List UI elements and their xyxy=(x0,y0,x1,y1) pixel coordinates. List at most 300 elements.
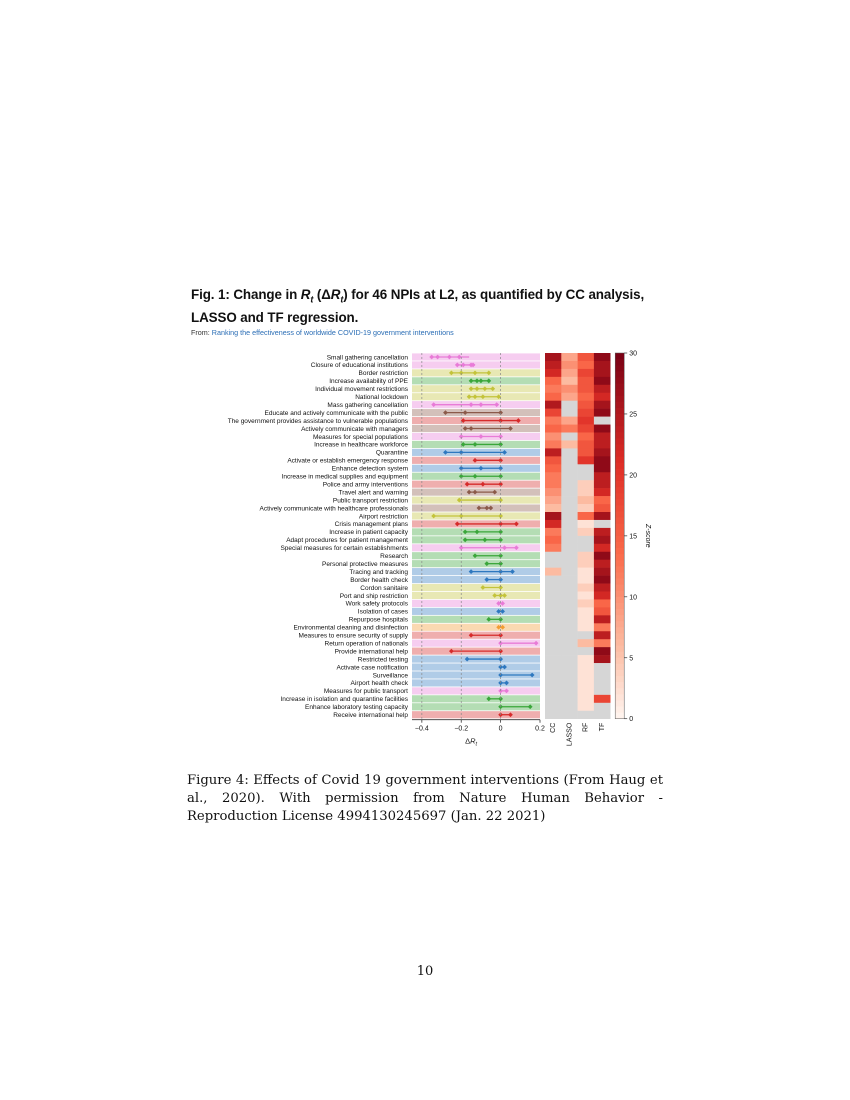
row-label: Actively communicate with healthcare professionals xyxy=(259,505,408,513)
row-label: Increase in patient capacity xyxy=(329,529,408,537)
heatmap-cell xyxy=(578,377,595,385)
heatmap-cell xyxy=(545,695,562,703)
row-label: Measures for special populations xyxy=(312,433,408,441)
colorbar-segment xyxy=(615,475,624,481)
row-label: Public transport restriction xyxy=(332,497,408,505)
heatmap-cell xyxy=(578,592,595,600)
page-number: 10 xyxy=(416,964,434,979)
heatmap-cell xyxy=(578,456,595,464)
row-label: Personal protective measures xyxy=(322,560,408,568)
heatmap-cell xyxy=(594,504,611,512)
row-label: Adapt procedures for patient management xyxy=(286,537,408,545)
colorbar-segment xyxy=(615,670,624,676)
heatmap-cell xyxy=(561,417,578,425)
heatmap-cell xyxy=(578,361,595,369)
heatmap-cell xyxy=(594,369,611,377)
heatmap-cell xyxy=(578,480,595,488)
colorbar-segment xyxy=(615,499,624,505)
heatmap-cell xyxy=(545,512,562,520)
heatmap-cell xyxy=(578,679,595,687)
heatmap-cell xyxy=(594,456,611,464)
colorbar-segment xyxy=(615,597,624,603)
heatmap-cell xyxy=(594,687,611,695)
row-band xyxy=(412,560,540,567)
heatmap-cell xyxy=(545,488,562,496)
heatmap-cell xyxy=(545,472,562,480)
row-label: Restricted testing xyxy=(357,656,408,664)
heatmap-cell xyxy=(561,409,578,417)
heatmap-cell xyxy=(594,385,611,393)
heatmap-cell xyxy=(594,393,611,401)
heatmap-cell xyxy=(594,703,611,711)
heatmap-cell xyxy=(561,377,578,385)
heatmap-cell xyxy=(545,647,562,655)
colorbar-segment xyxy=(615,542,624,548)
heatmap-cell xyxy=(561,353,578,361)
heatmap-cell xyxy=(545,631,562,639)
heatmap-cell xyxy=(578,647,595,655)
row-label: Small gathering cancellation xyxy=(326,354,408,362)
colorbar-tick-label: 5 xyxy=(629,655,634,663)
heatmap-cell xyxy=(545,496,562,504)
colorbar-segment xyxy=(615,609,624,615)
row-label: Measures for public transport xyxy=(323,688,408,696)
heatmap-cell xyxy=(594,679,611,687)
heatmap-cell xyxy=(545,599,562,607)
row-label: Receive international help xyxy=(333,712,408,720)
heatmap-cell xyxy=(545,504,562,512)
row-label: Isolation of cases xyxy=(357,608,408,616)
colorbar-tick-label: 20 xyxy=(629,472,637,480)
row-label: Airport health check xyxy=(350,680,408,688)
colorbar-segment xyxy=(615,481,624,487)
heatmap-cell xyxy=(594,361,611,369)
row-band xyxy=(412,592,540,599)
colorbar-segment xyxy=(615,646,624,652)
x-tick-label: −0.2 xyxy=(454,725,469,733)
row-label: Return operation of nationals xyxy=(324,640,408,648)
colorbar-segment xyxy=(615,383,624,389)
heatmap-cell xyxy=(561,369,578,377)
heatmap-cell xyxy=(578,464,595,472)
title-paren-close: ) xyxy=(343,287,348,302)
heatmap-cell xyxy=(561,544,578,552)
heatmap-cell xyxy=(545,353,562,361)
heatmap-cell xyxy=(578,695,595,703)
heatmap-cell xyxy=(594,440,611,448)
heatmap-cell xyxy=(594,488,611,496)
row-label: Activate or establish emergency response xyxy=(287,457,408,465)
colorbar-segment xyxy=(615,579,624,585)
title-r-symbol-2: R xyxy=(330,287,341,302)
heatmap-cell xyxy=(578,655,595,663)
colorbar-segment xyxy=(615,396,624,402)
heatmap-cell xyxy=(578,584,595,592)
colorbar-label: Z-score xyxy=(644,523,652,548)
heatmap-cell xyxy=(594,560,611,568)
colorbar-tick-label: 10 xyxy=(629,594,637,602)
heatmap-cell xyxy=(561,536,578,544)
row-label: Mass gathering cancellation xyxy=(327,401,408,409)
heatmap-cell xyxy=(578,576,595,584)
heatmap-cell xyxy=(561,512,578,520)
heatmap-cell xyxy=(545,584,562,592)
heatmap-cell xyxy=(545,560,562,568)
heatmap-cell xyxy=(594,655,611,663)
heatmap-cell xyxy=(578,385,595,393)
heatmap-cell xyxy=(545,592,562,600)
source-link[interactable]: Ranking the effectiveness of worldwide COVID-19 government interventions xyxy=(211,328,454,337)
colorbar-segment xyxy=(615,633,624,639)
row-band xyxy=(412,504,540,511)
row-band xyxy=(412,679,540,686)
colorbar-segment xyxy=(615,444,624,450)
heatmap-cell xyxy=(545,393,562,401)
heatmap-cell xyxy=(578,711,595,719)
heatmap-cell xyxy=(578,472,595,480)
colorbar-segment xyxy=(615,627,624,633)
x-axis-label: $\Delta R_t$ xyxy=(465,736,478,748)
row-label: The government provides assistance to vulnerable populations xyxy=(227,417,408,425)
row-label: Provide international help xyxy=(334,648,408,656)
heatmap-cell xyxy=(561,639,578,647)
colorbar-segment xyxy=(615,664,624,670)
colorbar-segment xyxy=(615,713,624,719)
heatmap-cell xyxy=(594,568,611,576)
row-label: Actively communicate with managers xyxy=(301,425,408,433)
colorbar-segment xyxy=(615,505,624,511)
colorbar-segment xyxy=(615,615,624,621)
heatmap-cell xyxy=(561,647,578,655)
heatmap-cell xyxy=(594,615,611,623)
colorbar-segment xyxy=(615,426,624,432)
colorbar-segment xyxy=(615,402,624,408)
heatmap-cell xyxy=(578,440,595,448)
heatmap-cell xyxy=(578,504,595,512)
colorbar-tick-label: 25 xyxy=(629,411,637,419)
figure-title xyxy=(191,286,661,327)
colorbar-segment xyxy=(615,621,624,627)
figure-source xyxy=(191,328,454,337)
row-label: Individual movement restrictions xyxy=(315,386,408,394)
colorbar-segment xyxy=(615,524,624,530)
heatmap-cell xyxy=(561,504,578,512)
row-label: Surveillance xyxy=(372,672,408,680)
colorbar-segment xyxy=(615,457,624,463)
row-label: Quarantine xyxy=(375,449,408,457)
row-band xyxy=(412,616,540,623)
heatmap-cell xyxy=(545,679,562,687)
heatmap-cell xyxy=(545,663,562,671)
colorbar-segment xyxy=(615,554,624,560)
heatmap-cell xyxy=(561,440,578,448)
heatmap-cell xyxy=(561,711,578,719)
heatmap-cell xyxy=(594,448,611,456)
heatmap-cell xyxy=(545,528,562,536)
row-band xyxy=(412,663,540,670)
heatmap-cell xyxy=(561,393,578,401)
heatmap-cell xyxy=(561,480,578,488)
heatmap-cell xyxy=(578,433,595,441)
heatmap-cell xyxy=(578,607,595,615)
heatmap-cell xyxy=(561,623,578,631)
heatmap-cell xyxy=(578,631,595,639)
heatmap-cell xyxy=(545,440,562,448)
heatmap-cell xyxy=(578,393,595,401)
colorbar-segment xyxy=(615,414,624,420)
heatmap-column-label: LASSO xyxy=(566,722,574,747)
row-band xyxy=(412,624,540,631)
colorbar-segment xyxy=(615,585,624,591)
heatmap-cell xyxy=(594,536,611,544)
colorbar-segment xyxy=(615,518,624,524)
heatmap-cell xyxy=(594,671,611,679)
row-label: Environmental cleaning and disinfection xyxy=(293,624,408,632)
row-label: Increase in medical supplies and equipment xyxy=(281,473,408,481)
source-label: From: xyxy=(191,328,212,337)
colorbar-segment xyxy=(615,420,624,426)
heatmap-cell xyxy=(578,425,595,433)
heatmap-cell xyxy=(594,480,611,488)
colorbar-segment xyxy=(615,353,624,359)
heatmap-cell xyxy=(561,456,578,464)
row-band xyxy=(412,711,540,718)
colorbar-segment xyxy=(615,469,624,475)
heatmap-cell xyxy=(545,385,562,393)
row-label: Enhance laboratory testing capacity xyxy=(305,704,408,712)
heatmap-cell xyxy=(578,417,595,425)
row-label: Closure of educational institutions xyxy=(310,362,408,370)
row-label: Special measures for certain establishments xyxy=(280,545,408,553)
row-label: National lockdown xyxy=(355,394,408,402)
row-label: Port and ship restriction xyxy=(339,592,408,600)
heatmap-cell xyxy=(594,544,611,552)
heatmap-cell xyxy=(545,409,562,417)
row-band xyxy=(412,576,540,583)
heatmap-cell xyxy=(594,377,611,385)
heatmap-cell xyxy=(578,703,595,711)
colorbar-segment xyxy=(615,493,624,499)
heatmap-cell xyxy=(578,528,595,536)
row-label: Police and army interventions xyxy=(322,481,408,489)
colorbar-segment xyxy=(615,536,624,542)
row-label: Travel alert and warning xyxy=(338,489,408,497)
heatmap-cell xyxy=(545,552,562,560)
heatmap-cell xyxy=(578,639,595,647)
heatmap-cell xyxy=(561,655,578,663)
heatmap-cell xyxy=(561,488,578,496)
heatmap-cell xyxy=(545,655,562,663)
colorbar-segment xyxy=(615,359,624,365)
heatmap-column-label: RF xyxy=(582,722,590,733)
colorbar-segment xyxy=(615,390,624,396)
heatmap-column-label: TF xyxy=(599,722,607,732)
heatmap-cell xyxy=(594,472,611,480)
colorbar-segment xyxy=(615,438,624,444)
heatmap-cell xyxy=(561,552,578,560)
heatmap-cell xyxy=(545,536,562,544)
colorbar-segment xyxy=(615,700,624,706)
heatmap-cell xyxy=(545,623,562,631)
heatmap-cell xyxy=(561,607,578,615)
heatmap-cell xyxy=(578,520,595,528)
heatmap-cell xyxy=(594,417,611,425)
title-paren-open: (Δ xyxy=(313,287,331,302)
colorbar-segment xyxy=(615,365,624,371)
heatmap-cell xyxy=(578,409,595,417)
title-r-symbol: R xyxy=(300,287,311,302)
row-label: Increase in isolation and quarantine facilities xyxy=(280,696,408,704)
heatmap-cell xyxy=(594,433,611,441)
colorbar-segment xyxy=(615,560,624,566)
heatmap-cell xyxy=(545,448,562,456)
heatmap-cell xyxy=(561,433,578,441)
row-band xyxy=(412,600,540,607)
row-label: Enhance detection system xyxy=(331,465,408,473)
heatmap-cell xyxy=(545,417,562,425)
heatmap-cell xyxy=(578,512,595,520)
heatmap-cell xyxy=(561,687,578,695)
heatmap-cell xyxy=(578,568,595,576)
row-band xyxy=(412,584,540,591)
heatmap-cell xyxy=(545,464,562,472)
row-label: Border restriction xyxy=(358,370,408,378)
row-label: Activate case notification xyxy=(336,664,408,672)
heatmap-cell xyxy=(545,433,562,441)
heatmap-cell xyxy=(545,520,562,528)
colorbar-segment xyxy=(615,451,624,457)
heatmap-cell xyxy=(594,711,611,719)
row-label: Educate and actively communicate with the public xyxy=(264,409,408,417)
heatmap-cell xyxy=(594,496,611,504)
heatmap-cell xyxy=(561,560,578,568)
heatmap-cell xyxy=(594,528,611,536)
heatmap-cell xyxy=(594,576,611,584)
colorbar-segment xyxy=(615,548,624,554)
colorbar-segment xyxy=(615,652,624,658)
heatmap-cell xyxy=(561,599,578,607)
heatmap-cell xyxy=(561,385,578,393)
colorbar-tick-label: 30 xyxy=(629,350,637,358)
colorbar-segment xyxy=(615,566,624,572)
heatmap-cell xyxy=(578,496,595,504)
row-band xyxy=(412,361,540,368)
heatmap-cell xyxy=(578,615,595,623)
heatmap-cell xyxy=(545,671,562,679)
row-label: Cordon sanitaire xyxy=(360,584,408,592)
heatmap-cell xyxy=(545,639,562,647)
heatmap-cell xyxy=(545,687,562,695)
heatmap-cell xyxy=(594,353,611,361)
row-band xyxy=(412,687,540,694)
heatmap-cell xyxy=(594,464,611,472)
heatmap-cell xyxy=(578,353,595,361)
title-r-subscript: t xyxy=(310,294,314,305)
heatmap-cell xyxy=(561,703,578,711)
heatmap-cell xyxy=(578,599,595,607)
title-r-subscript-2: t xyxy=(340,294,344,305)
heatmap-cell xyxy=(594,623,611,631)
heatmap-cell xyxy=(561,663,578,671)
heatmap-cell xyxy=(594,512,611,520)
heatmap-cell xyxy=(545,544,562,552)
colorbar-segment xyxy=(615,603,624,609)
title-prefix: Fig. 1: Change in xyxy=(191,287,301,302)
heatmap-cell xyxy=(561,592,578,600)
heatmap-cell xyxy=(578,488,595,496)
heatmap-cell xyxy=(578,544,595,552)
heatmap-cell xyxy=(561,425,578,433)
row-label: Research xyxy=(380,553,408,561)
heatmap-cell xyxy=(545,568,562,576)
heatmap-cell xyxy=(561,568,578,576)
colorbar-segment xyxy=(615,694,624,700)
heatmap-cell xyxy=(578,369,595,377)
heatmap-cell xyxy=(578,560,595,568)
heatmap-cell xyxy=(545,401,562,409)
heatmap-cell xyxy=(594,639,611,647)
heatmap-cell xyxy=(578,687,595,695)
heatmap-cell xyxy=(594,647,611,655)
row-band xyxy=(412,695,540,702)
heatmap-cell xyxy=(545,377,562,385)
heatmap-cell xyxy=(561,576,578,584)
heatmap-cell xyxy=(561,615,578,623)
colorbar-segment xyxy=(615,408,624,414)
heatmap-cell xyxy=(594,520,611,528)
heatmap-cell xyxy=(561,496,578,504)
heatmap-cell xyxy=(561,695,578,703)
heatmap-cell xyxy=(545,615,562,623)
heatmap-cell xyxy=(594,663,611,671)
heatmap-cell xyxy=(561,472,578,480)
heatmap-cell xyxy=(561,679,578,687)
heatmap-cell xyxy=(545,369,562,377)
heatmap-cell xyxy=(545,576,562,584)
colorbar-segment xyxy=(615,707,624,713)
row-label: Tracing and tracking xyxy=(349,568,408,576)
colorbar-segment xyxy=(615,530,624,536)
heatmap-cell xyxy=(594,409,611,417)
row-label: Airport restriction xyxy=(358,513,408,521)
row-label: Work safety protocols xyxy=(345,600,408,608)
colorbar-segment xyxy=(615,511,624,517)
heatmap-cell xyxy=(545,361,562,369)
heatmap-cell xyxy=(594,607,611,615)
colorbar-segment xyxy=(615,572,624,578)
heatmap-cell xyxy=(545,711,562,719)
heatmap-cell xyxy=(578,552,595,560)
heatmap-cell xyxy=(594,584,611,592)
row-label: Measures to ensure security of supply xyxy=(298,632,408,640)
row-label: Increase availability of PPE xyxy=(329,378,408,386)
colorbar-segment xyxy=(615,487,624,493)
heatmap-cell xyxy=(561,528,578,536)
heatmap-cell xyxy=(561,464,578,472)
heatmap-cell xyxy=(561,448,578,456)
colorbar-segment xyxy=(615,371,624,377)
heatmap-cell xyxy=(578,671,595,679)
heatmap-cell xyxy=(561,401,578,409)
row-band xyxy=(412,608,540,615)
row-label: Crisis management plans xyxy=(334,521,408,529)
colorbar-segment xyxy=(615,676,624,682)
x-tick-label: −0.4 xyxy=(414,725,429,733)
colorbar-segment xyxy=(615,432,624,438)
row-label: Border health check xyxy=(350,576,408,584)
heatmap-cell xyxy=(578,623,595,631)
heatmap-cell xyxy=(545,425,562,433)
